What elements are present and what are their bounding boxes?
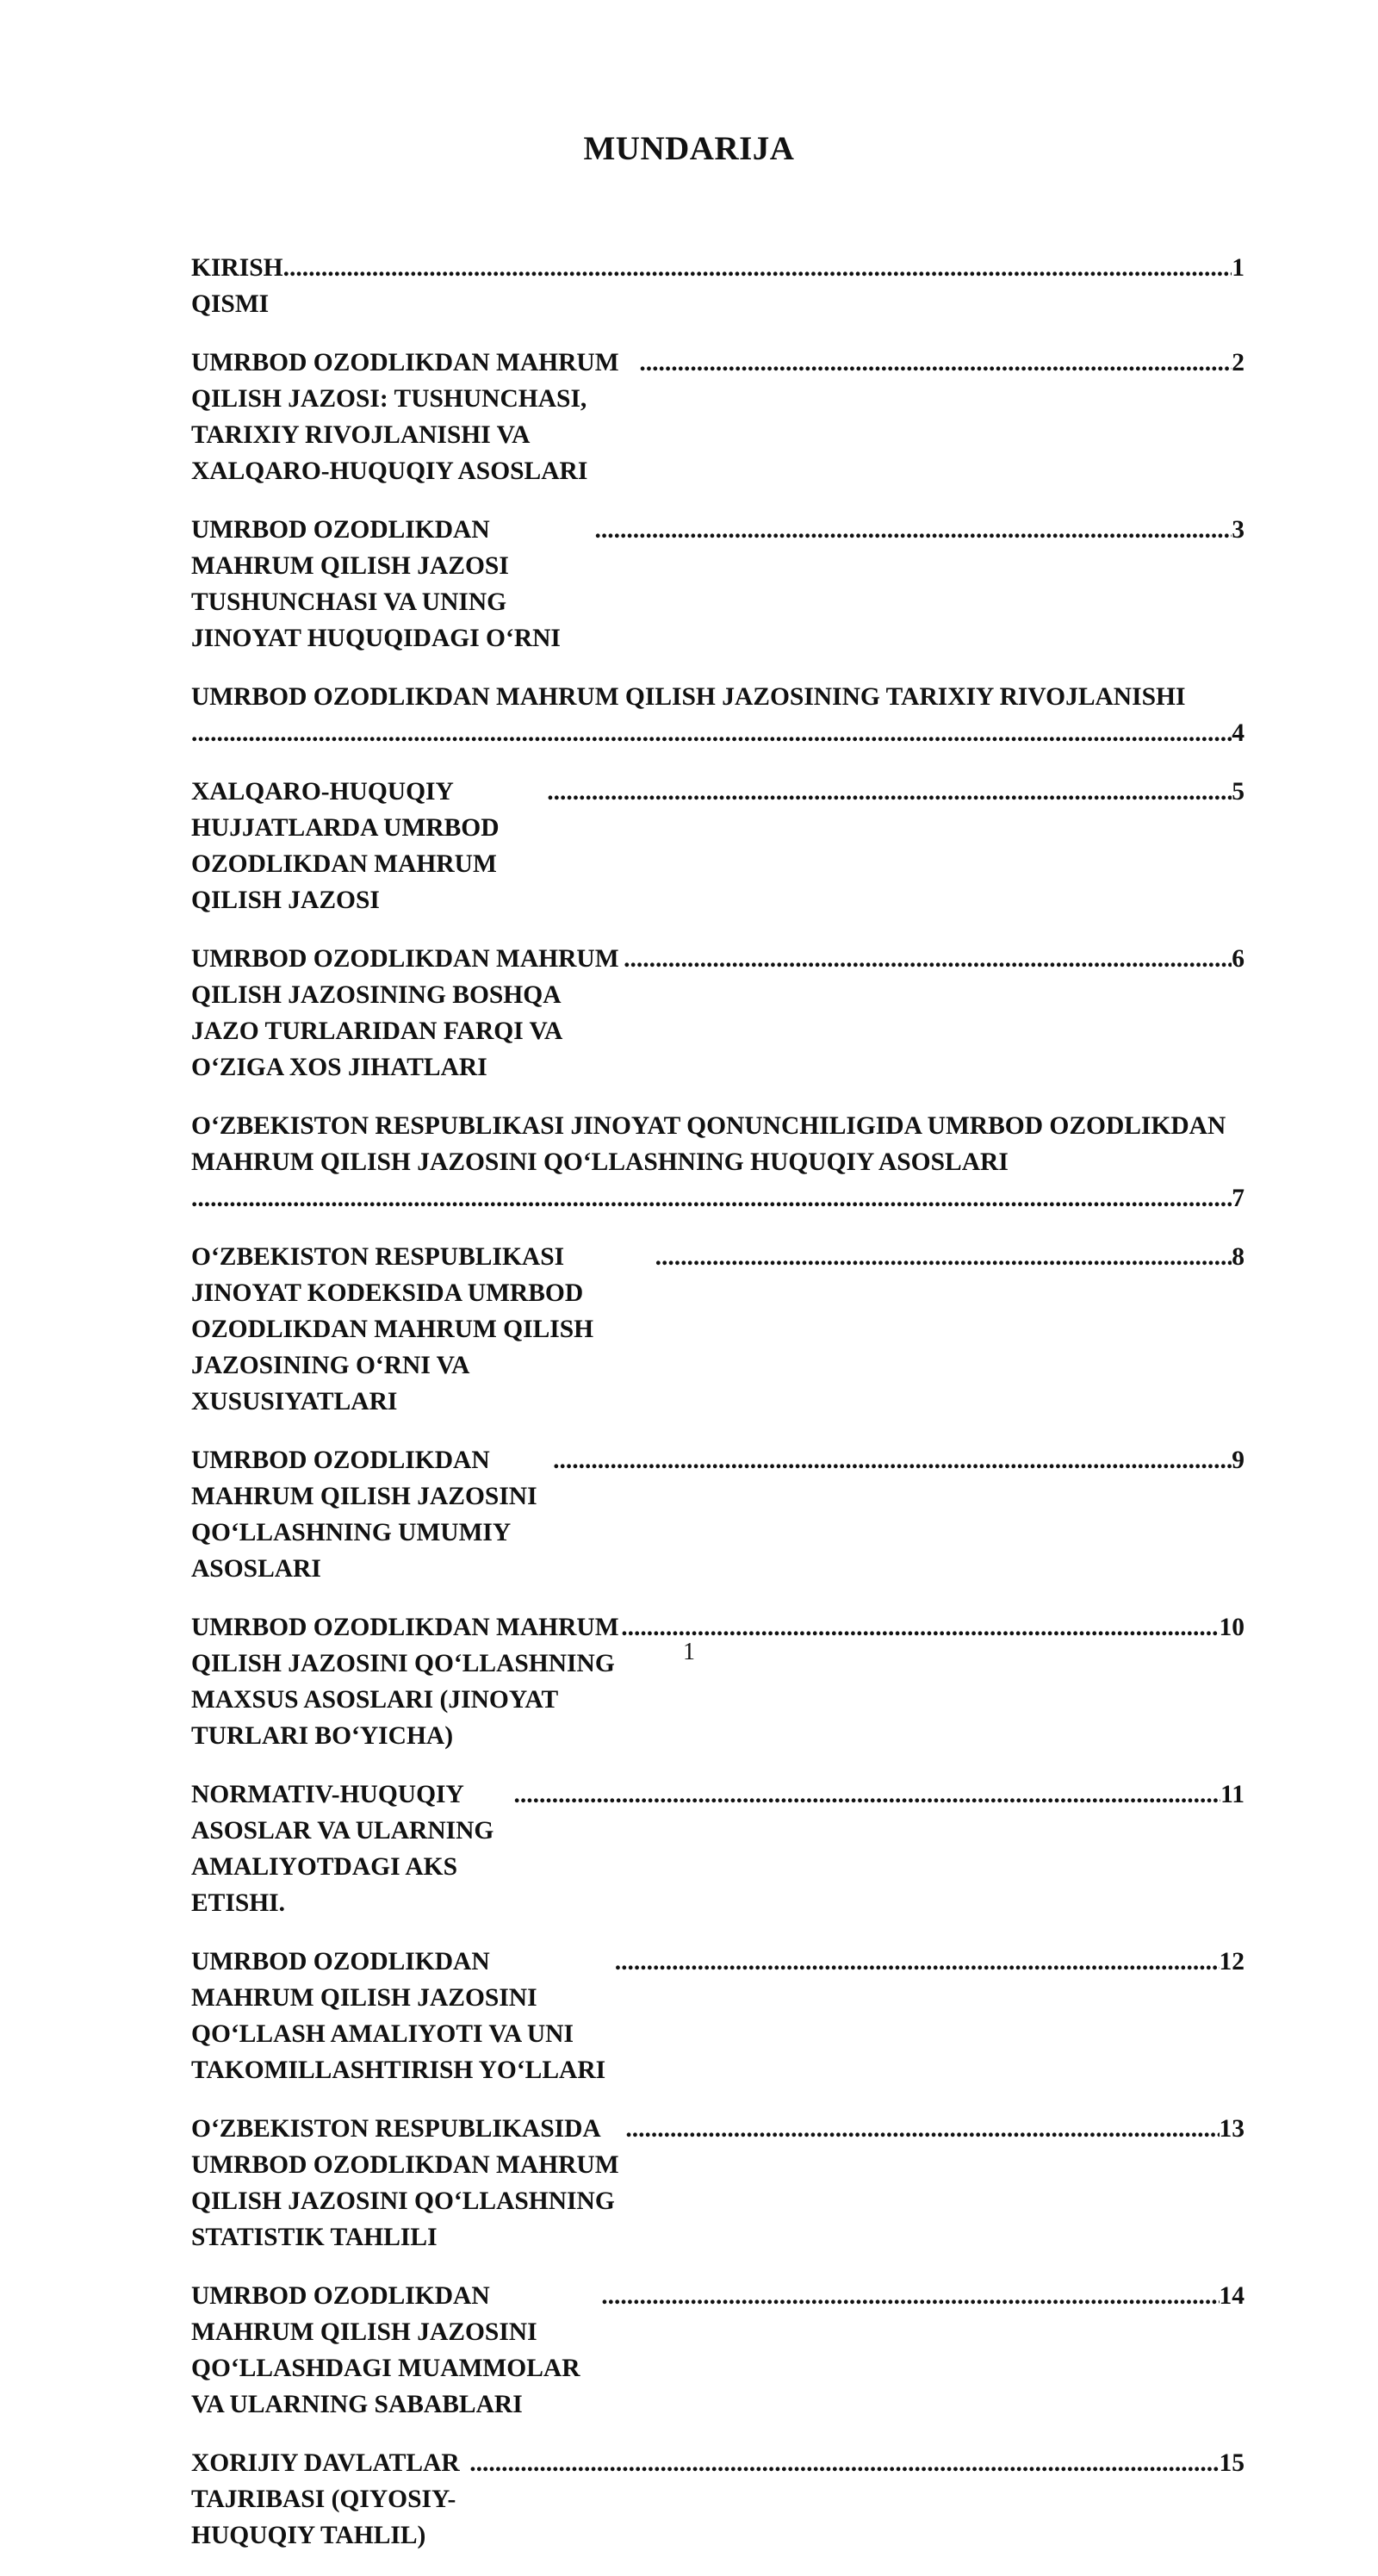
toc-entry-page: 1 [1232, 254, 1245, 282]
toc-entry-page: 10 [1219, 1614, 1245, 1641]
toc-entry[interactable] [191, 941, 1245, 1086]
dot-leader [191, 1180, 1232, 1216]
toc-entry[interactable] [191, 1609, 1245, 1754]
toc-entry-title: UMRBOD OZODLIKDAN MAHRUM QILISH JAZOSI TUSHUNCHASI VA UNING JINOYAT HUQUQIDAGI O‘RNI [191, 516, 561, 652]
toc-entry[interactable] [191, 1776, 1245, 1921]
toc-entry-title: O‘ZBEKISTON RESPUBLIKASIDA UMRBOD OZODLIKDAN MAHRUM QILISH JAZOSINI QO‘LLASHNING STATISTIK TAHLILI [191, 2115, 619, 2251]
toc-entry-page: 5 [1232, 778, 1245, 806]
toc-entry-page: 11 [1220, 1781, 1245, 1808]
dot-leader [625, 2111, 1219, 2147]
dot-leader [615, 1944, 1220, 1980]
toc-entry-title: UMRBOD OZODLIKDAN MAHRUM QILISH JAZOSINI QO‘LLASHNING MAXSUS ASOSLARI (JINOYAT TURLARI BO‘YICHA) [191, 1614, 619, 1750]
toc-entry-title: UMRBOD OZODLIKDAN MAHRUM QILISH JAZOSINING BOSHQA JAZO TURLARIDAN FARQI VA O‘ZIGA XOS JIHATLARI [191, 945, 619, 1081]
toc-entry-page: 2 [1232, 349, 1245, 376]
toc-entry-page: 9 [1232, 1447, 1245, 1474]
toc-entry[interactable] [191, 1442, 1245, 1587]
toc-entry-page: 8 [1232, 1243, 1245, 1271]
dot-leader [191, 715, 1232, 751]
toc-entry-title: O‘ZBEKISTON RESPUBLIKASI JINOYAT KODEKSIDA UMRBOD OZODLIKDAN MAHRUM QILISH JAZOSINING O‘RNI VA XUSUSIYATLARI [191, 1243, 594, 1416]
toc-entry[interactable] [191, 345, 1245, 489]
toc-entry-title: UMRBOD OZODLIKDAN MAHRUM QILISH JAZOSINI QO‘LLASHNING UMUMIY ASOSLARI [191, 1447, 537, 1583]
toc-entry[interactable] [191, 1108, 1245, 1216]
dot-leader [469, 2445, 1219, 2481]
toc-entry-page: 12 [1219, 1948, 1245, 1976]
dot-leader [655, 1239, 1232, 1275]
toc-entry-title: UMRBOD OZODLIKDAN MAHRUM QILISH JAZOSINI QO‘LLASH AMALIYOTI VA UNI TAKOMILLASHTIRISH YO‘LLARI [191, 1948, 606, 2084]
toc-entry-title: UMRBOD OZODLIKDAN MAHRUM QILISH JAZOSINI QO‘LLASHDAGI MUAMMOLAR VA ULARNING SABABLARI [191, 2282, 580, 2418]
toc-entry[interactable] [191, 250, 1245, 322]
toc-entry-title: UMRBOD OZODLIKDAN MAHRUM QILISH JAZOSINING TARIXIY RIVOJLANISHI [191, 683, 1186, 711]
toc-entry[interactable] [191, 512, 1245, 656]
toc-entry[interactable] [191, 1944, 1245, 2088]
toc-entry[interactable] [191, 2278, 1245, 2423]
toc-entry-page: 15 [1219, 2449, 1245, 2477]
table-of-contents [191, 250, 1245, 2576]
dot-leader [553, 1442, 1232, 1478]
dot-leader [601, 2278, 1219, 2314]
toc-entry-title: O‘ZBEKISTON RESPUBLIKASI JINOYAT QONUNCHILIGIDA UMRBOD OZODLIKDAN MAHRUM QILISH JAZOSINI QO‘LLASHNING HUQUQIY ASOSLARI [191, 1112, 1226, 1176]
dot-leader [547, 774, 1232, 810]
toc-entry[interactable] [191, 1239, 1245, 1420]
dot-leader [624, 941, 1232, 977]
page-number: 1 [683, 1639, 695, 1665]
toc-entry[interactable] [191, 679, 1245, 751]
toc-entry-page: 7 [1232, 1185, 1245, 1212]
dot-leader [595, 512, 1232, 548]
dot-leader [639, 345, 1232, 381]
dot-leader [514, 1776, 1221, 1813]
toc-entry-page: 14 [1219, 2282, 1245, 2310]
toc-entry[interactable] [191, 774, 1245, 918]
dot-leader [283, 250, 1232, 286]
toc-title: MUNDARIJA [583, 130, 795, 167]
toc-entry[interactable] [191, 2111, 1245, 2256]
toc-entry-page: 6 [1232, 945, 1245, 973]
toc-entry-page: 13 [1219, 2115, 1245, 2143]
toc-entry[interactable] [191, 2445, 1245, 2554]
toc-entry-title: KIRISH QISMI [191, 254, 283, 318]
toc-entry-title: NORMATIV-HUQUQIY ASOSLAR VA ULARNING AMALIYOTDAGI AKS ETISHI. [191, 1781, 494, 1917]
toc-entry-title: XORIJIY DAVLATLAR TAJRIBASI (QIYOSIY-HUQUQIY TAHLIL) [191, 2449, 460, 2549]
leader-line [191, 715, 1245, 751]
toc-entry-title: XALQARO-HUQUQIY HUJJATLARDA UMRBOD OZODLIKDAN MAHRUM QILISH JAZOSI [191, 778, 500, 914]
toc-entry-page: 4 [1232, 719, 1245, 747]
toc-entry-title: UMRBOD OZODLIKDAN MAHRUM QILISH JAZOSI: TUSHUNCHASI, TARIXIY RIVOJLANISHI VA XALQARO-HUQUQIY ASOSLARI [191, 349, 619, 485]
toc-entry-page: 3 [1232, 516, 1245, 544]
leader-line [191, 1180, 1245, 1216]
